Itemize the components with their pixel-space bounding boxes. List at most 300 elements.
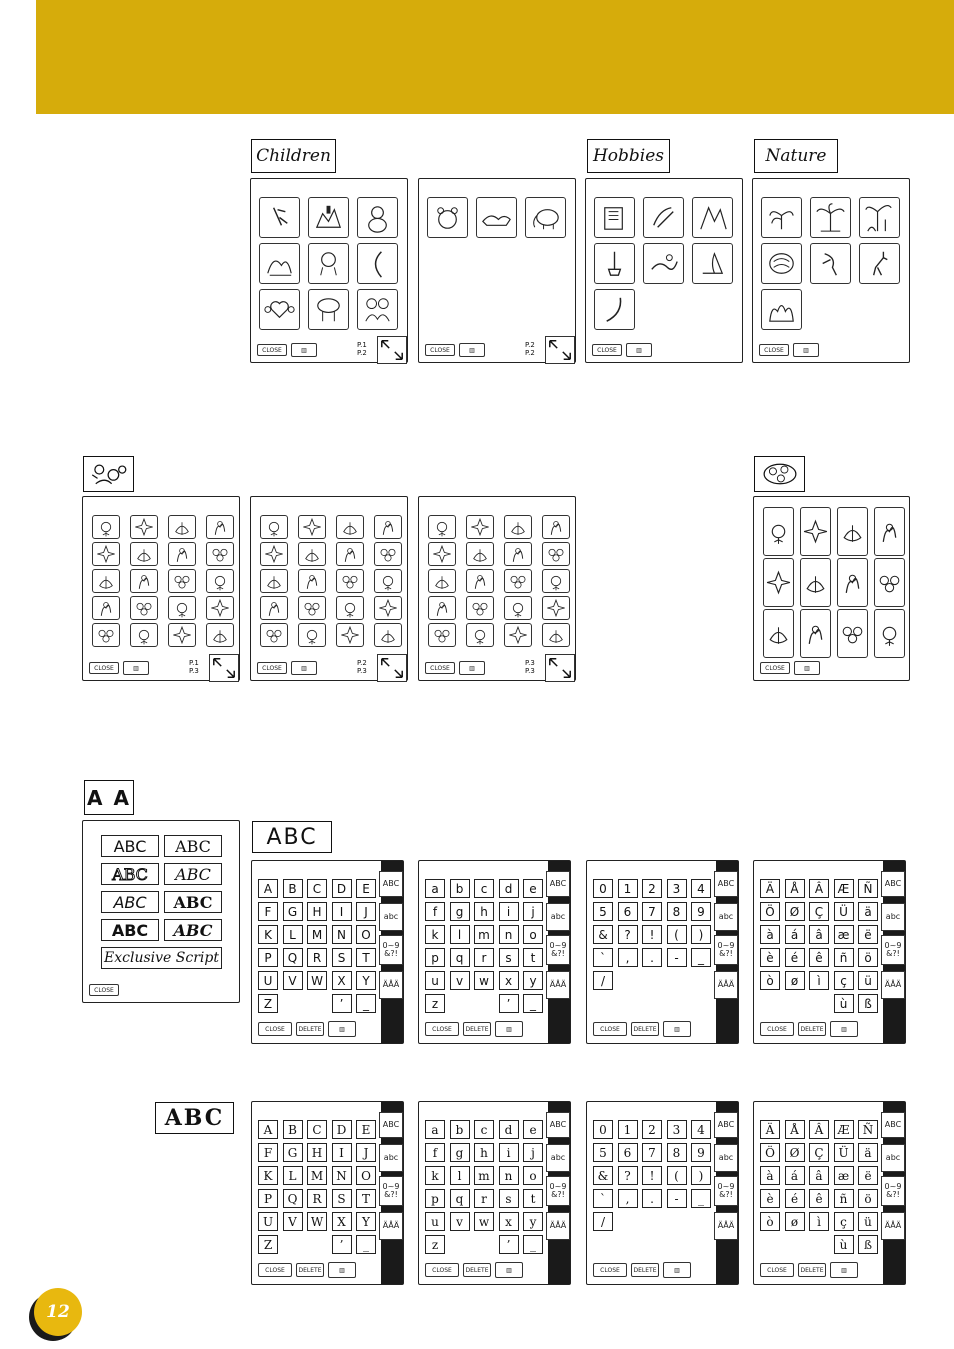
key[interactable]: O bbox=[356, 1166, 376, 1185]
tab-decorative[interactable] bbox=[754, 456, 805, 492]
design-thumb[interactable] bbox=[466, 569, 494, 593]
key[interactable]: S bbox=[332, 948, 352, 967]
key[interactable]: K bbox=[258, 1166, 278, 1185]
key[interactable]: k bbox=[425, 925, 445, 944]
keyboard-tab[interactable]: ABC bbox=[881, 1112, 905, 1138]
design-thumb[interactable] bbox=[259, 243, 300, 284]
page-turn-button[interactable] bbox=[545, 654, 575, 682]
key[interactable]: ø bbox=[785, 1212, 805, 1231]
design-thumb[interactable] bbox=[761, 243, 802, 284]
key[interactable]: N bbox=[332, 1166, 352, 1185]
key[interactable]: E bbox=[356, 879, 376, 898]
keyboard-tab[interactable]: 0~9 &?! bbox=[881, 1176, 905, 1206]
page-turn-button[interactable] bbox=[545, 336, 575, 364]
key[interactable]: è bbox=[760, 1189, 780, 1208]
key[interactable]: 9 bbox=[691, 902, 711, 921]
key[interactable]: A bbox=[258, 1120, 278, 1139]
key[interactable]: v bbox=[450, 971, 470, 990]
key[interactable]: z bbox=[425, 1235, 445, 1254]
key[interactable]: q bbox=[450, 1189, 470, 1208]
memory-button[interactable]: ▥ bbox=[495, 1262, 523, 1278]
key[interactable]: & bbox=[593, 1166, 613, 1185]
design-thumb[interactable] bbox=[643, 243, 684, 284]
close-button[interactable]: CLOSE bbox=[425, 662, 455, 674]
key[interactable]: m bbox=[474, 1166, 494, 1185]
design-thumb[interactable] bbox=[206, 623, 234, 647]
delete-button[interactable]: DELETE bbox=[463, 1022, 491, 1036]
tab-floral[interactable] bbox=[83, 456, 134, 492]
close-button[interactable]: CLOSE bbox=[759, 344, 789, 356]
key[interactable]: c bbox=[474, 1120, 494, 1139]
key[interactable]: 4 bbox=[691, 1120, 711, 1139]
close-button[interactable]: CLOSE bbox=[258, 1022, 292, 1036]
key[interactable]: ß bbox=[858, 1235, 878, 1254]
key[interactable]: ’ bbox=[332, 1235, 352, 1254]
keyboard-tab[interactable]: abc bbox=[881, 1144, 905, 1172]
key[interactable]: s bbox=[499, 1189, 519, 1208]
key[interactable]: / bbox=[593, 971, 613, 990]
design-thumb[interactable] bbox=[259, 289, 300, 330]
design-thumb[interactable] bbox=[504, 515, 532, 539]
key[interactable]: f bbox=[425, 902, 445, 921]
key[interactable]: ë bbox=[858, 925, 878, 944]
design-thumb[interactable] bbox=[428, 542, 456, 566]
page-turn-button[interactable] bbox=[209, 654, 239, 682]
key[interactable]: G bbox=[283, 1143, 303, 1162]
key[interactable]: ! bbox=[642, 1166, 662, 1185]
key[interactable]: V bbox=[283, 1212, 303, 1231]
keyboard-tab[interactable]: ÄÅÄ bbox=[546, 971, 570, 999]
design-thumb[interactable] bbox=[92, 569, 120, 593]
key[interactable]: ö bbox=[858, 948, 878, 967]
tab-fonts[interactable]: A A bbox=[84, 780, 134, 815]
key[interactable]: b bbox=[450, 879, 470, 898]
keyboard-tab[interactable]: ÄÅÄ bbox=[714, 1212, 738, 1240]
delete-button[interactable]: DELETE bbox=[631, 1022, 659, 1036]
key[interactable]: ’ bbox=[332, 994, 352, 1013]
key[interactable]: è bbox=[760, 948, 780, 967]
design-thumb[interactable] bbox=[92, 515, 120, 539]
key[interactable]: b bbox=[450, 1120, 470, 1139]
close-button[interactable]: CLOSE bbox=[89, 984, 119, 996]
key[interactable]: j bbox=[523, 1143, 543, 1162]
key[interactable]: ) bbox=[691, 925, 711, 944]
key[interactable]: h bbox=[474, 902, 494, 921]
key[interactable]: Æ bbox=[834, 1120, 854, 1139]
key[interactable]: u bbox=[425, 971, 445, 990]
key[interactable]: ò bbox=[760, 971, 780, 990]
key[interactable]: 9 bbox=[691, 1143, 711, 1162]
key[interactable]: y bbox=[523, 971, 543, 990]
key[interactable]: a bbox=[425, 879, 445, 898]
key[interactable]: æ bbox=[834, 925, 854, 944]
key[interactable]: 5 bbox=[593, 902, 613, 921]
key[interactable]: & bbox=[593, 925, 613, 944]
key[interactable]: Ø bbox=[785, 902, 805, 921]
design-thumb[interactable] bbox=[206, 542, 234, 566]
design-thumb[interactable] bbox=[168, 515, 196, 539]
design-thumb[interactable] bbox=[92, 596, 120, 620]
key[interactable]: ü bbox=[858, 1212, 878, 1231]
key[interactable]: ì bbox=[809, 971, 829, 990]
key[interactable]: B bbox=[283, 1120, 303, 1139]
font-style-exclusive-script[interactable]: Exclusive Script bbox=[101, 947, 222, 969]
key[interactable]: ’ bbox=[499, 994, 519, 1013]
design-thumb[interactable] bbox=[428, 596, 456, 620]
design-thumb[interactable] bbox=[692, 243, 733, 284]
key[interactable]: é bbox=[785, 948, 805, 967]
key[interactable]: ß bbox=[858, 994, 878, 1013]
key[interactable]: x bbox=[499, 971, 519, 990]
key[interactable]: / bbox=[593, 1212, 613, 1231]
key[interactable]: 1 bbox=[618, 879, 638, 898]
design-thumb[interactable] bbox=[874, 609, 905, 658]
key[interactable]: â bbox=[809, 1166, 829, 1185]
keyboard-tab[interactable]: ÄÅÄ bbox=[546, 1212, 570, 1240]
keyboard-tab[interactable]: 0~9 &?! bbox=[546, 1176, 570, 1206]
key[interactable]: D bbox=[332, 1120, 352, 1139]
keyboard-tab[interactable]: ÄÅÄ bbox=[881, 971, 905, 999]
design-thumb[interactable] bbox=[298, 569, 326, 593]
design-thumb[interactable] bbox=[130, 542, 158, 566]
key[interactable]: 3 bbox=[667, 879, 687, 898]
design-thumb[interactable] bbox=[260, 515, 288, 539]
key[interactable]: ä bbox=[858, 1143, 878, 1162]
design-thumb[interactable] bbox=[800, 558, 831, 607]
design-thumb[interactable] bbox=[761, 289, 802, 330]
delete-button[interactable]: DELETE bbox=[296, 1263, 324, 1277]
key[interactable]: ` bbox=[593, 1189, 613, 1208]
design-thumb[interactable] bbox=[763, 558, 794, 607]
keyboard-tab[interactable]: ABC bbox=[379, 871, 403, 897]
key[interactable]: L bbox=[283, 1166, 303, 1185]
key[interactable]: Å bbox=[785, 1120, 805, 1139]
close-button[interactable]: CLOSE bbox=[760, 1022, 794, 1036]
key[interactable]: ) bbox=[691, 1166, 711, 1185]
key[interactable]: U bbox=[258, 1212, 278, 1231]
page-turn-button[interactable] bbox=[377, 336, 407, 364]
key[interactable]: g bbox=[450, 902, 470, 921]
keyboard-tab[interactable]: ABC bbox=[881, 871, 905, 897]
design-thumb[interactable] bbox=[298, 596, 326, 620]
keyboard-tab[interactable]: ABC bbox=[714, 1112, 738, 1138]
design-thumb[interactable] bbox=[336, 569, 364, 593]
key[interactable]: ö bbox=[858, 1189, 878, 1208]
design-thumb[interactable] bbox=[130, 515, 158, 539]
key[interactable]: J bbox=[356, 902, 376, 921]
key[interactable]: G bbox=[283, 902, 303, 921]
design-thumb[interactable] bbox=[130, 623, 158, 647]
design-thumb[interactable] bbox=[594, 289, 635, 330]
key[interactable]: w bbox=[474, 1212, 494, 1231]
keyboard-tab[interactable]: ÄÅÄ bbox=[379, 971, 403, 999]
close-button[interactable]: CLOSE bbox=[593, 1263, 627, 1277]
keyboard-tab[interactable]: ABC bbox=[714, 871, 738, 897]
key[interactable]: , bbox=[618, 1189, 638, 1208]
design-thumb[interactable] bbox=[800, 507, 831, 556]
key[interactable]: ç bbox=[834, 1212, 854, 1231]
key[interactable]: Ü bbox=[834, 902, 854, 921]
key[interactable]: _ bbox=[691, 948, 711, 967]
key[interactable]: _ bbox=[691, 1189, 711, 1208]
key[interactable]: p bbox=[425, 948, 445, 967]
key[interactable]: 5 bbox=[593, 1143, 613, 1162]
key[interactable]: _ bbox=[523, 994, 543, 1013]
key[interactable]: J bbox=[356, 1143, 376, 1162]
tab-children[interactable]: Children bbox=[251, 139, 336, 173]
design-thumb[interactable] bbox=[837, 609, 868, 658]
key[interactable]: ê bbox=[809, 1189, 829, 1208]
key[interactable]: s bbox=[499, 948, 519, 967]
design-thumb[interactable] bbox=[298, 542, 326, 566]
key[interactable]: _ bbox=[523, 1235, 543, 1254]
key[interactable]: ø bbox=[785, 971, 805, 990]
key[interactable]: n bbox=[499, 925, 519, 944]
close-button[interactable]: CLOSE bbox=[258, 1263, 292, 1277]
key[interactable]: _ bbox=[356, 994, 376, 1013]
design-thumb[interactable] bbox=[428, 515, 456, 539]
key[interactable]: o bbox=[523, 925, 543, 944]
key[interactable]: ñ bbox=[834, 1189, 854, 1208]
keyboard-tab[interactable]: abc bbox=[546, 903, 570, 931]
key[interactable]: M bbox=[307, 925, 327, 944]
memory-button[interactable]: ▥ bbox=[328, 1021, 356, 1037]
font-style-italic[interactable]: ABC bbox=[101, 891, 159, 913]
key[interactable]: ( bbox=[667, 1166, 687, 1185]
keyboard-tab[interactable]: ABC bbox=[546, 1112, 570, 1138]
delete-button[interactable]: DELETE bbox=[463, 1263, 491, 1277]
key[interactable]: ` bbox=[593, 948, 613, 967]
key[interactable]: . bbox=[642, 1189, 662, 1208]
memory-button[interactable]: ▥ bbox=[123, 661, 149, 675]
key[interactable]: H bbox=[307, 1143, 327, 1162]
design-thumb[interactable] bbox=[594, 243, 635, 284]
design-thumb[interactable] bbox=[466, 515, 494, 539]
memory-button[interactable]: ▥ bbox=[793, 343, 819, 357]
design-thumb[interactable] bbox=[810, 197, 851, 238]
key[interactable]: r bbox=[474, 1189, 494, 1208]
font-style-gothic[interactable]: ABC bbox=[164, 919, 222, 941]
key[interactable]: Ø bbox=[785, 1143, 805, 1162]
key[interactable]: I bbox=[332, 1143, 352, 1162]
key[interactable]: Ö bbox=[760, 902, 780, 921]
key[interactable]: ç bbox=[834, 971, 854, 990]
key[interactable]: j bbox=[523, 902, 543, 921]
key[interactable]: Z bbox=[258, 994, 278, 1013]
memory-button[interactable]: ▥ bbox=[459, 661, 485, 675]
key[interactable]: , bbox=[618, 948, 638, 967]
design-thumb[interactable] bbox=[428, 569, 456, 593]
close-button[interactable]: CLOSE bbox=[425, 1263, 459, 1277]
design-thumb[interactable] bbox=[763, 507, 794, 556]
key[interactable]: Ñ bbox=[858, 879, 878, 898]
keyboard-tab[interactable]: 0~9 &?! bbox=[714, 935, 738, 965]
key[interactable]: P bbox=[258, 1189, 278, 1208]
design-thumb[interactable] bbox=[542, 542, 570, 566]
close-button[interactable]: CLOSE bbox=[257, 344, 287, 356]
key[interactable]: _ bbox=[356, 1235, 376, 1254]
page-turn-button[interactable] bbox=[377, 654, 407, 682]
key[interactable]: 2 bbox=[642, 879, 662, 898]
keyboard-tab[interactable]: ÄÅÄ bbox=[881, 1212, 905, 1240]
key[interactable]: 6 bbox=[618, 1143, 638, 1162]
key[interactable]: C bbox=[307, 879, 327, 898]
key[interactable]: Ñ bbox=[858, 1120, 878, 1139]
design-thumb[interactable] bbox=[427, 197, 468, 238]
font-style-serif[interactable]: ABC bbox=[164, 835, 222, 857]
memory-button[interactable]: ▥ bbox=[328, 1262, 356, 1278]
key[interactable]: - bbox=[667, 948, 687, 967]
design-thumb[interactable] bbox=[542, 569, 570, 593]
key[interactable]: T bbox=[356, 1189, 376, 1208]
key[interactable]: F bbox=[258, 902, 278, 921]
design-thumb[interactable] bbox=[92, 623, 120, 647]
key[interactable]: ë bbox=[858, 1166, 878, 1185]
key[interactable]: n bbox=[499, 1166, 519, 1185]
key[interactable]: ü bbox=[858, 971, 878, 990]
key[interactable]: Â bbox=[809, 1120, 829, 1139]
key[interactable]: A bbox=[258, 879, 278, 898]
close-button[interactable]: CLOSE bbox=[89, 662, 119, 674]
design-thumb[interactable] bbox=[130, 569, 158, 593]
delete-button[interactable]: DELETE bbox=[798, 1263, 826, 1277]
design-thumb[interactable] bbox=[206, 515, 234, 539]
key[interactable]: c bbox=[474, 879, 494, 898]
keyboard-tab[interactable]: abc bbox=[379, 1144, 403, 1172]
key[interactable]: l bbox=[450, 1166, 470, 1185]
design-thumb[interactable] bbox=[859, 197, 900, 238]
keyboard-tab[interactable]: ABC bbox=[546, 871, 570, 897]
close-button[interactable]: CLOSE bbox=[760, 1263, 794, 1277]
key[interactable]: D bbox=[332, 879, 352, 898]
close-button[interactable]: CLOSE bbox=[257, 662, 287, 674]
key[interactable]: k bbox=[425, 1166, 445, 1185]
design-thumb[interactable] bbox=[374, 596, 402, 620]
key[interactable]: R bbox=[307, 948, 327, 967]
key[interactable]: â bbox=[809, 925, 829, 944]
key[interactable]: y bbox=[523, 1212, 543, 1231]
key[interactable]: R bbox=[307, 1189, 327, 1208]
key[interactable]: æ bbox=[834, 1166, 854, 1185]
memory-button[interactable]: ▥ bbox=[291, 661, 317, 675]
tab-font-serif[interactable]: ABC bbox=[155, 1102, 234, 1134]
design-thumb[interactable] bbox=[168, 596, 196, 620]
key[interactable]: z bbox=[425, 994, 445, 1013]
key[interactable]: x bbox=[499, 1212, 519, 1231]
design-thumb[interactable] bbox=[837, 558, 868, 607]
key[interactable]: - bbox=[667, 1189, 687, 1208]
key[interactable]: ì bbox=[809, 1212, 829, 1231]
key[interactable]: U bbox=[258, 971, 278, 990]
tab-hobbies[interactable]: Hobbies bbox=[587, 139, 670, 173]
key[interactable]: ù bbox=[834, 994, 854, 1013]
key[interactable]: v bbox=[450, 1212, 470, 1231]
design-thumb[interactable] bbox=[308, 243, 349, 284]
key[interactable]: K bbox=[258, 925, 278, 944]
key[interactable]: 4 bbox=[691, 879, 711, 898]
design-thumb[interactable] bbox=[504, 596, 532, 620]
design-thumb[interactable] bbox=[542, 515, 570, 539]
keyboard-tab[interactable]: 0~9 &?! bbox=[546, 935, 570, 965]
key[interactable]: 1 bbox=[618, 1120, 638, 1139]
memory-button[interactable]: ▥ bbox=[459, 343, 485, 357]
close-button[interactable]: CLOSE bbox=[593, 1022, 627, 1036]
key[interactable]: ê bbox=[809, 948, 829, 967]
key[interactable]: 0 bbox=[593, 879, 613, 898]
key[interactable]: 3 bbox=[667, 1120, 687, 1139]
key[interactable]: Æ bbox=[834, 879, 854, 898]
key[interactable]: W bbox=[307, 971, 327, 990]
memory-button[interactable]: ▥ bbox=[291, 343, 317, 357]
close-button[interactable]: CLOSE bbox=[425, 1022, 459, 1036]
design-thumb[interactable] bbox=[810, 243, 851, 284]
key[interactable]: Q bbox=[283, 1189, 303, 1208]
key[interactable]: t bbox=[523, 1189, 543, 1208]
key[interactable]: Ü bbox=[834, 1143, 854, 1162]
key[interactable]: Ç bbox=[809, 902, 829, 921]
key[interactable]: O bbox=[356, 925, 376, 944]
key[interactable]: T bbox=[356, 948, 376, 967]
font-style-outline[interactable]: ABC bbox=[101, 863, 159, 885]
key[interactable]: Ä bbox=[760, 1120, 780, 1139]
memory-button[interactable]: ▥ bbox=[830, 1262, 858, 1278]
key[interactable]: d bbox=[499, 879, 519, 898]
key[interactable]: H bbox=[307, 902, 327, 921]
keyboard-tab[interactable]: 0~9 &?! bbox=[379, 1176, 403, 1206]
key[interactable]: ù bbox=[834, 1235, 854, 1254]
key[interactable]: Å bbox=[785, 879, 805, 898]
design-thumb[interactable] bbox=[168, 542, 196, 566]
design-thumb[interactable] bbox=[374, 623, 402, 647]
design-thumb[interactable] bbox=[206, 596, 234, 620]
key[interactable]: Z bbox=[258, 1235, 278, 1254]
design-thumb[interactable] bbox=[308, 289, 349, 330]
key[interactable]: o bbox=[523, 1166, 543, 1185]
key[interactable]: à bbox=[760, 1166, 780, 1185]
design-thumb[interactable] bbox=[260, 542, 288, 566]
design-thumb[interactable] bbox=[298, 623, 326, 647]
key[interactable]: W bbox=[307, 1212, 327, 1231]
close-button[interactable]: CLOSE bbox=[760, 662, 790, 674]
key[interactable]: g bbox=[450, 1143, 470, 1162]
keyboard-tab[interactable]: 0~9 &?! bbox=[379, 935, 403, 965]
design-thumb[interactable] bbox=[130, 596, 158, 620]
key[interactable]: ñ bbox=[834, 948, 854, 967]
key[interactable]: ò bbox=[760, 1212, 780, 1231]
key[interactable]: V bbox=[283, 971, 303, 990]
design-thumb[interactable] bbox=[168, 623, 196, 647]
tab-nature[interactable]: Nature bbox=[754, 139, 838, 173]
design-thumb[interactable] bbox=[763, 609, 794, 658]
design-thumb[interactable] bbox=[504, 623, 532, 647]
memory-button[interactable]: ▥ bbox=[495, 1021, 523, 1037]
design-thumb[interactable] bbox=[761, 197, 802, 238]
key[interactable]: 0 bbox=[593, 1120, 613, 1139]
key[interactable]: a bbox=[425, 1120, 445, 1139]
design-thumb[interactable] bbox=[466, 623, 494, 647]
design-thumb[interactable] bbox=[374, 542, 402, 566]
design-thumb[interactable] bbox=[859, 243, 900, 284]
design-thumb[interactable] bbox=[357, 197, 398, 238]
key[interactable]: á bbox=[785, 925, 805, 944]
key[interactable]: M bbox=[307, 1166, 327, 1185]
design-thumb[interactable] bbox=[260, 596, 288, 620]
design-thumb[interactable] bbox=[428, 623, 456, 647]
design-thumb[interactable] bbox=[504, 569, 532, 593]
key[interactable]: I bbox=[332, 902, 352, 921]
design-thumb[interactable] bbox=[336, 623, 364, 647]
keyboard-tab[interactable]: ABC bbox=[379, 1112, 403, 1138]
